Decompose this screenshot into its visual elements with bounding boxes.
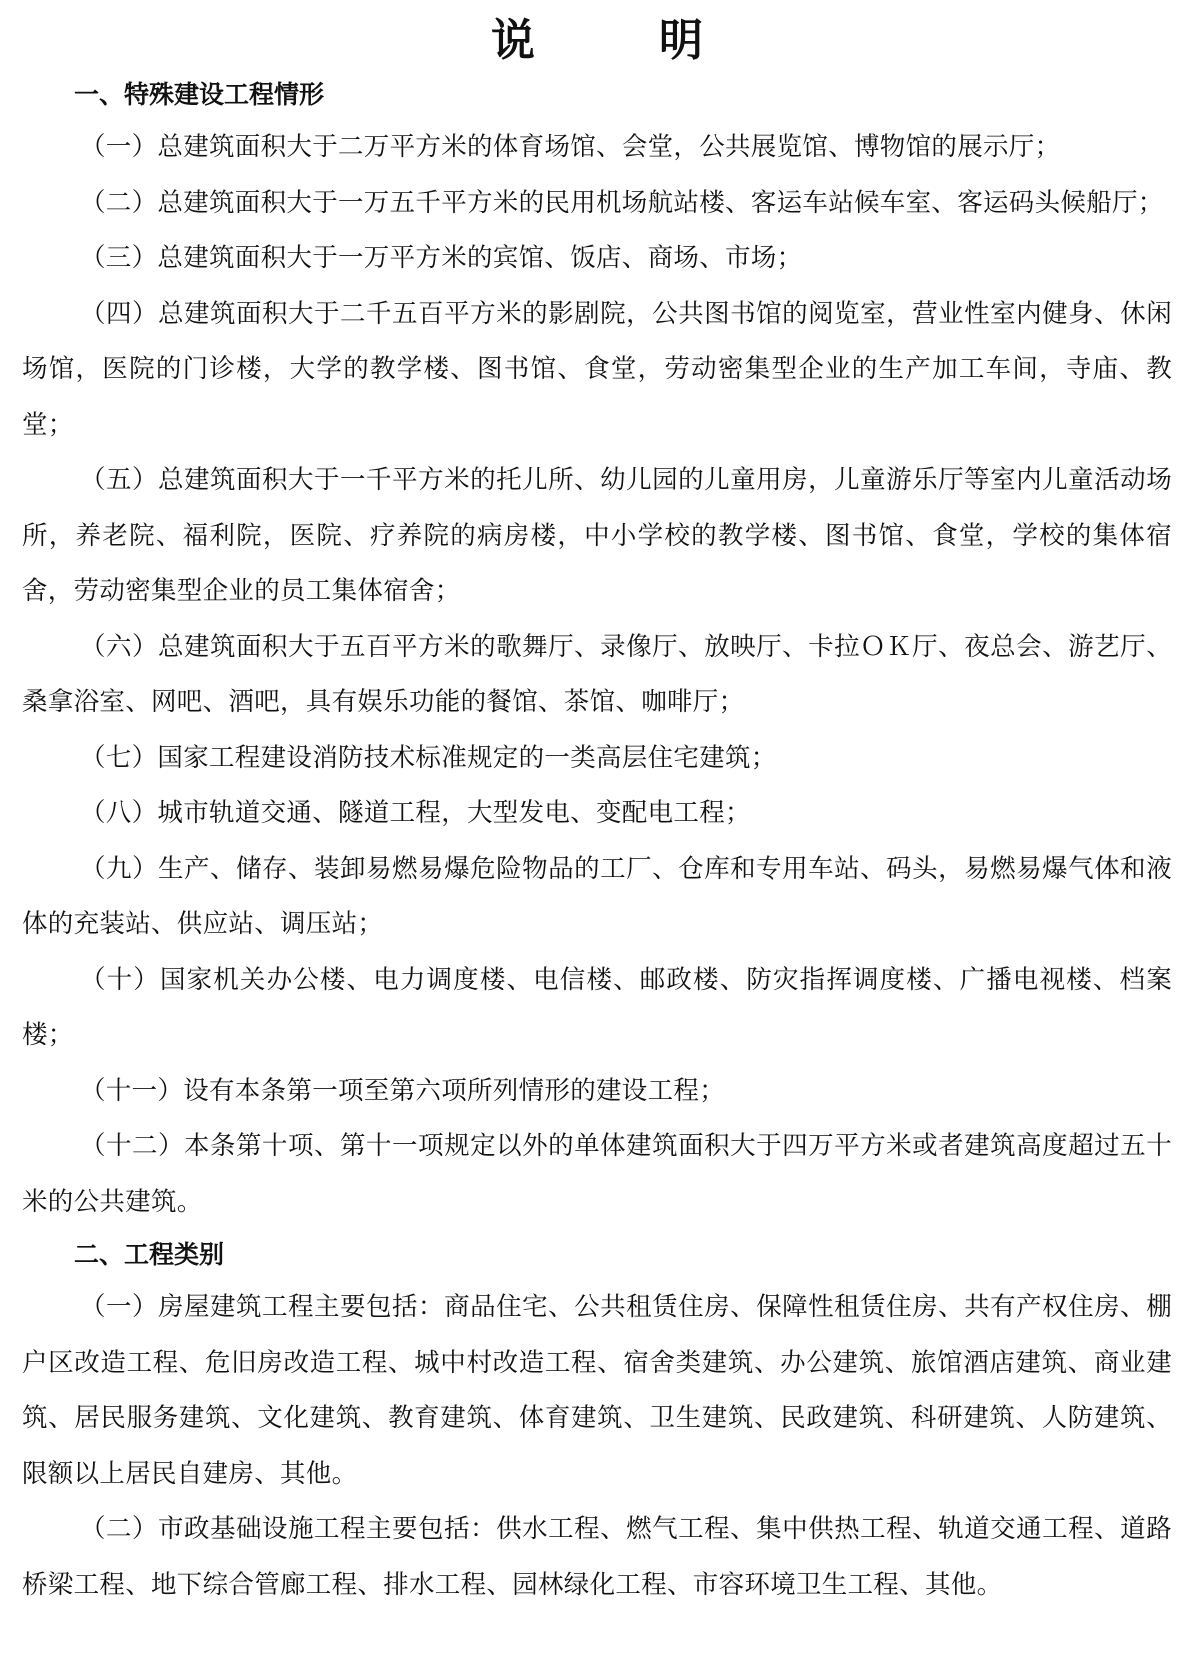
section-special-cases xyxy=(22,70,1172,1230)
list-item: （四）总建筑面积大于二千五百平方米的影剧院，公共图书馆的阅览室，营业性室内健身、休闲场馆，医院的门诊楼，大学的教学楼、图书馆、食堂，劳动密集型企业的生产加工车间，寺庙、教堂； xyxy=(22,298,1172,440)
list-item: （一）总建筑面积大于二万平方米的体育场馆、会堂，公共展览馆、博物馆的展示厅； xyxy=(80,132,1061,162)
list-item: （十一）设有本条第一项至第六项所列情形的建设工程； xyxy=(80,1075,726,1106)
list-item: （九）生产、储存、装卸易燃易爆危险物品的工厂、仓库和专用车站、码头，易燃易爆气体和液体的充装站、供应站、调压站； xyxy=(22,853,1172,939)
list-item: （七）国家工程建设消防技术标准规定的一类高层住宅建筑； xyxy=(80,742,777,773)
document-title: 说 明 xyxy=(491,15,743,66)
document-page xyxy=(22,0,1172,1613)
section-heading: 二、工程类别 xyxy=(74,1240,225,1269)
list-item: （十）国家机关办公楼、电力调度楼、电信楼、邮政楼、防灾指挥调度楼、广播电视楼、档案楼； xyxy=(22,964,1172,1050)
list-item: （二）市政基础设施工程主要包括：供水工程、燃气工程、集中供热工程、轨道交通工程、道路桥梁工程、地下综合管廊工程、排水工程、园林绿化工程、市容环境卫生工程、其他。 xyxy=(22,1514,1172,1600)
list-item: （六）总建筑面积大于五百平方米的歌舞厅、录像厅、放映厅、卡拉ＯＫ厅、夜总会、游艺厅、桑拿浴室、网吧、酒吧，具有娱乐功能的餐馆、茶馆、咖啡厅； xyxy=(22,631,1172,717)
list-item: （八）城市轨道交通、隧道工程，大型发电、变配电工程； xyxy=(80,798,751,828)
list-item: （三）总建筑面积大于一万平方米的宾馆、饭店、商场、市场； xyxy=(80,243,803,273)
list-item: （二）总建筑面积大于一万五千平方米的民用机场航站楼、客运车站候车室、客运码头候船厅； xyxy=(80,187,1164,218)
section-heading: 一、特殊建设工程情形 xyxy=(74,80,325,109)
list-item: （五）总建筑面积大于一千平方米的托儿所、幼儿园的儿童用房，儿童游乐厅等室内儿童活动场所，养老院、福利院，医院、疗养院的病房楼，中小学校的教学楼、图书馆、食堂，学校的集体宿舍，劳动密集型企业的员工集体宿舍； xyxy=(22,465,1172,606)
section-project-categories xyxy=(22,1230,1172,1613)
list-item: （一）房屋建筑工程主要包括：商品住宅、公共租赁住房、保障性租赁住房、共有产权住房、棚户区改造工程、危旧房改造工程、城中村改造工程、宿舍类建筑、办公建筑、旅馆酒店建筑、商业建筑、居民服务建筑、文化建筑、教育建筑、体育建筑、卫生建筑、民政建筑、科研建筑、人防建筑、限额以上居民自建房、其他。 xyxy=(22,1292,1172,1489)
list-item: （十二）本条第十项、第十一项规定以外的单体建筑面积大于四万平方米或者建筑高度超过五十米的公共建筑。 xyxy=(22,1131,1172,1217)
